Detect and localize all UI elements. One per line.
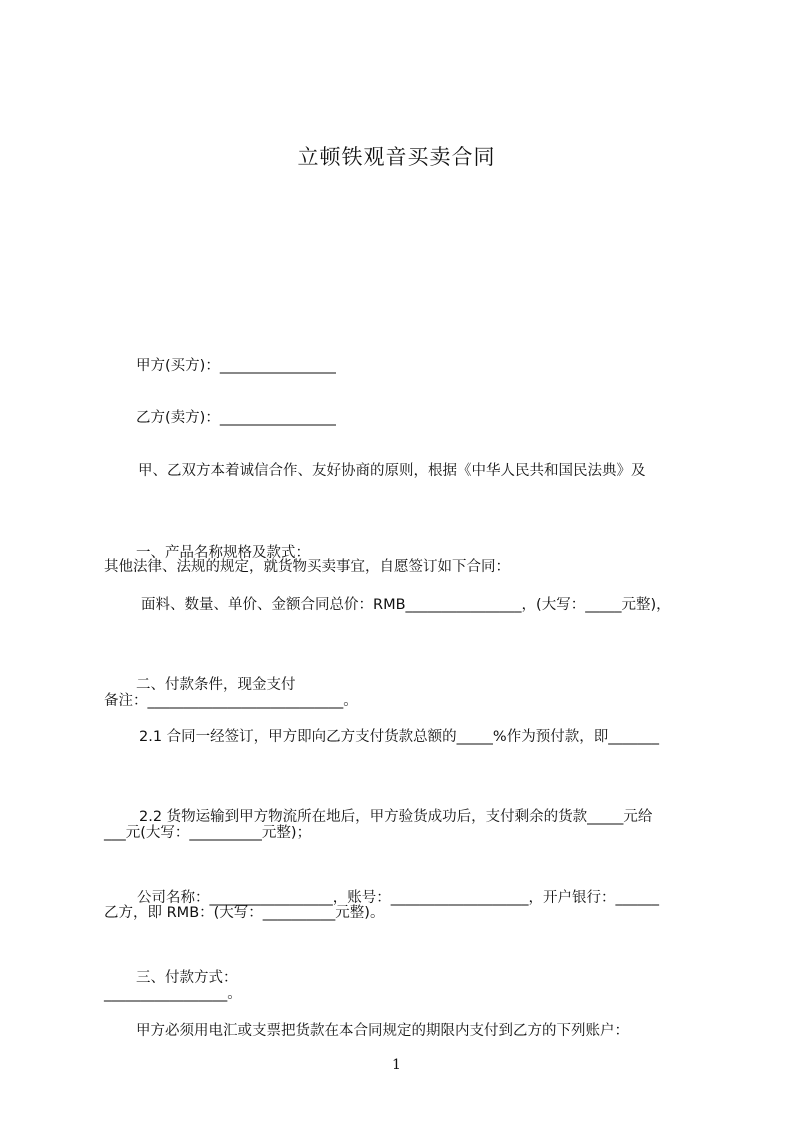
section-1-line-2: 备注：___________________________。 [104,693,358,709]
page-number: 1 [392,1057,401,1073]
company-info-line-1: 公司名称：_________________，账号：___________________，开户银行：______ [137,890,659,906]
section-3-paragraph [136,951,736,1111]
company-info-line-2: _________________。 [104,986,242,1002]
intro-line-2: 其他法律、法规的规定，就货物买卖事宜，自愿签订如下合同： [104,559,510,575]
section-3-heading-text: 三、付款方式： [136,970,238,986]
party-b-text: 乙方(卖方)：________________ [136,410,336,426]
contract-title: 立顿铁观音买卖合同 [297,145,496,169]
clause-2-2-line-2: 乙方，即 RMB：(大写：__________元整)。 [104,905,385,921]
party-a-text: 甲方(买方)：________________ [136,358,336,374]
intro-line-1: 甲、乙双方本着诚信合作、友好协商的原则，根据《中华人民共和国民法典》及 [138,463,646,479]
section-3-line-1: 甲方必须用电汇或支票把货款在本合同规定的期限内支付到乙方的下列账户： [136,1023,629,1039]
clause-2-1-line-2: ___元(大写：__________元整)； [104,825,312,841]
section-1-line-1: 面料、数量、单价、金额合同总价：RMB________________，(大写：_____元整)， [141,597,671,613]
clause-2-2-line-1: 2.2 货物运输到甲方物流所在地后，甲方验货成功后，支付剩余的货款_____元给 [139,809,653,825]
section-2-heading-text: 二、付款条件，现金支付 [136,677,296,693]
clause-2-1-line-1: 2.1 合同一经签订，甲方即向乙方支付货款总额的_____%作为预付款，即_______ [139,729,659,745]
section-1-heading-text: 一、产品名称规格及款式： [136,545,310,561]
